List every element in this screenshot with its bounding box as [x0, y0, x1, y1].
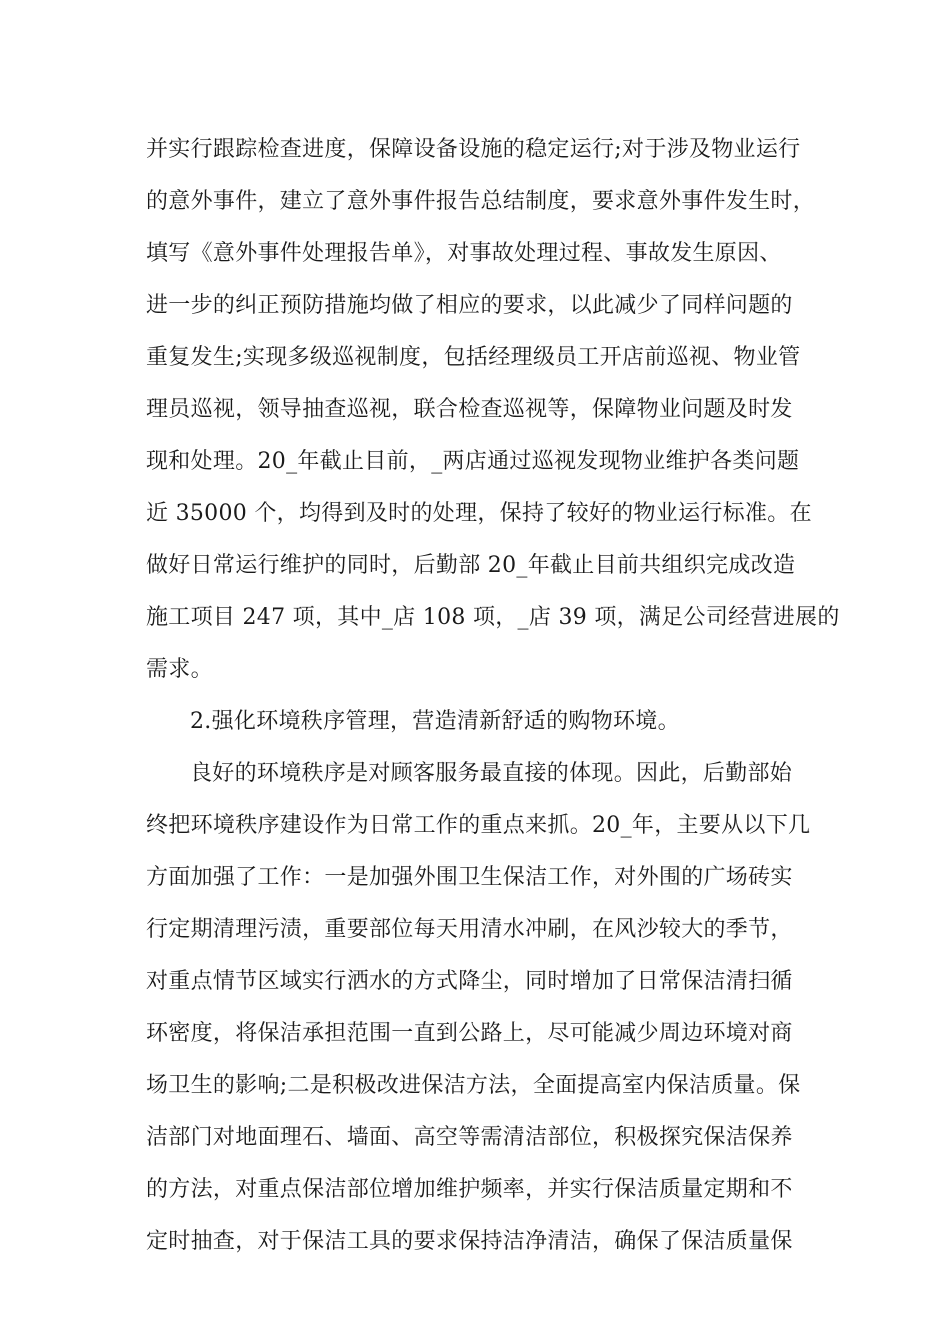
- text-line: 进一步的纠正预防措施均做了相应的要求，以此减少了同样问题的: [146, 293, 793, 318]
- text-line: 终把环境秩序建设作为日常工作的重点来抓。20_年，主要从以下几: [146, 813, 811, 838]
- text-line: 理员巡视，领导抽查巡视，联合检查巡视等，保障物业问题及时发: [146, 397, 793, 422]
- text-line: 的方法，对重点保洁部位增加维护频率，并实行保洁质量定期和不: [146, 1177, 793, 1202]
- text-line: 行定期清理污渍，重要部位每天用清水冲刷，在风沙较大的季节，: [146, 917, 793, 942]
- text-line: 重复发生;实现多级巡视制度，包括经理级员工开店前巡视、物业管: [146, 345, 801, 370]
- text-line: 环密度，将保洁承担范围一直到公路上，尽可能减少周边环境对商: [146, 1021, 793, 1046]
- text-line: 方面加强了工作：一是加强外围卫生保洁工作，对外围的广场砖实: [146, 865, 793, 890]
- text-line: 的意外事件，建立了意外事件报告总结制度，要求意外事件发生时，: [146, 189, 816, 214]
- text-line: 洁部门对地面理石、墙面、高空等需清洁部位，积极探究保洁保养: [146, 1125, 793, 1150]
- text-line: 定时抽查，对于保洁工具的要求保持洁净清洁，确保了保洁质量保: [146, 1229, 793, 1254]
- text-line: 施工项目 247 项，其中_店 108 项，_店 39 项，满足公司经营进展的: [146, 605, 840, 630]
- text-line: 并实行跟踪检查进度，保障设备设施的稳定运行;对于涉及物业运行: [146, 137, 801, 162]
- text-line: 对重点情节区域实行洒水的方式降尘，同时增加了日常保洁清扫循: [146, 969, 793, 994]
- text-line: 需求。: [146, 657, 213, 682]
- text-line: 现和处理。20_年截止目前，_两店通过巡视发现物业维护各类问题: [146, 449, 800, 474]
- section-heading: 2.强化环境秩序管理，营造清新舒适的购物环境。: [190, 709, 680, 734]
- text-line: 场卫生的影响;二是积极改进保洁方法，全面提高室内保洁质量。保: [146, 1073, 801, 1098]
- text-line: 近 35000 个，均得到及时的处理，保持了较好的物业运行标准。在: [146, 501, 812, 526]
- paragraph-first-line: 良好的环境秩序是对顾客服务最直接的体现。因此，后勤部始: [190, 761, 793, 786]
- text-line: 填写《意外事件处理报告单》，对事故处理过程、事故发生原因、: [146, 241, 782, 266]
- text-line: 做好日常运行维护的同时，后勤部 20_年截止目前共组织完成改造: [146, 553, 796, 578]
